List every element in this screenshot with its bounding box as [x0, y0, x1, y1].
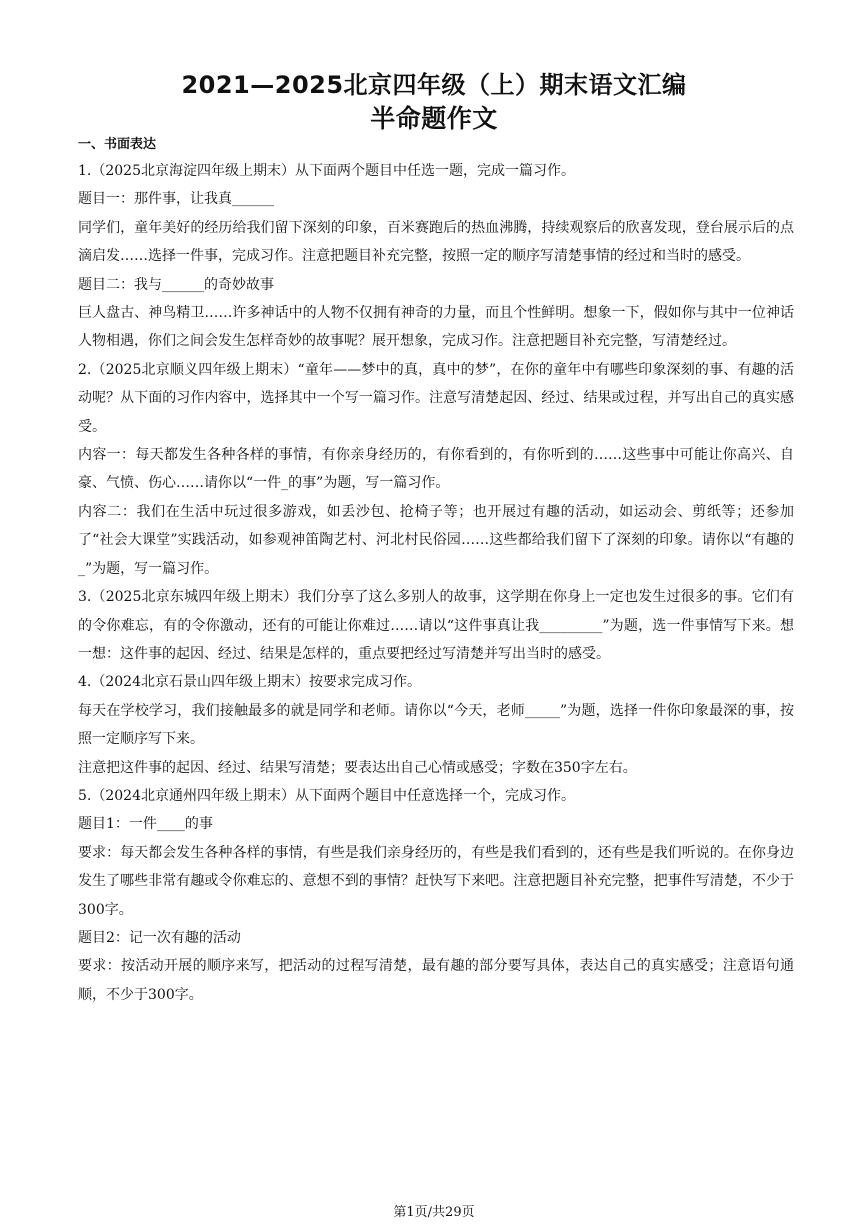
section-heading: 一、书面表达 — [78, 137, 157, 152]
paragraph: 5.（2024北京通州四年级上期末）从下面两个题目中任意选择一个，完成习作。 — [78, 787, 575, 804]
paragraph: 1.（2025北京海淀四年级上期末）从下面两个题目中任选一题，完成一篇习作。 — [78, 163, 575, 179]
paragraph: 题目二：我与______的奇妙故事 — [78, 276, 274, 293]
paragraph: 每天在学校学习，我们接触最多的就是同学和老师。请你以“今天，老师_____”为题，选择一件你印象最深的事，按照一定顺序写下来。 — [78, 702, 794, 748]
paragraph: 要求：每天都会发生各种各样的事情，有些是我们亲身经历的，有些是我们看到的，还有些是我们听说的。在你身边发生了哪些非常有趣或令你难忘的、意想不到的事情？赶快写下来吧。注意把题目补充完整，把事件写清楚，不少于300字。 — [78, 844, 794, 918]
document-title: 2021—2025北京四年级（上）期末语文汇编 — [181, 71, 687, 99]
paragraph: 要求：按活动开展的顺序来写，把活动的过程写清楚，最有趣的部分要写具体，表达自己的真实感受；注意语句通顺，不少于300字。 — [78, 958, 794, 1003]
paragraph: 同学们，童年美好的经历给我们留下深刻的印象，百米赛跑后的热血沸腾，持续观察后的欣喜发现，登台展示后的点滴启发……选择一件事，完成习作。注意把题目补充完整，按照一定的顺序写清楚事情的经过和当时的感受。 — [78, 219, 794, 265]
paragraph: 3.（2025北京东城四年级上期末）我们分享了这么多别人的故事，这学期在你身上一定也发生过很多的事。它们有的令你难忘，有的令你激动，还有的可能让你难过……请以“这件事真让我_________”为题，选一件事情写下来。想一想：这件事的起因、经过、结果是怎样的，重点要把经过写清楚并写出当时的感受。 — [78, 589, 794, 662]
paragraph: 题目2：记一次有趣的活动 — [78, 929, 241, 946]
paragraph: 题目一：那件事，让我真______ — [78, 191, 274, 208]
page-number: 第1页/共29页 — [393, 1205, 475, 1220]
paragraph: 注意把这件事的起因、经过、结果写清楚；要表达出自己心情或感受；字数在350字左右。 — [78, 759, 637, 776]
paragraph: 2.（2025北京顺义四年级上期末）“童年——梦中的真，真中的梦”，在你的童年中有哪些印象深刻的事、有趣的活动呢？从下面的习作内容中，选择其中一个写一篇习作。注意写清楚起因、经过、结果或过程，并写出自己的真实感受。 — [78, 361, 794, 435]
document-subtitle: 半命题作文 — [370, 104, 498, 133]
paragraph: 内容一：每天都发生各种各样的事情，有你亲身经历的，有你看到的，有你听到的……这些事中可能让你高兴、自豪、气愤、伤心……请你以“一件_的事”为题，写一篇习作。 — [78, 447, 794, 492]
paragraph: 内容二：我们在生活中玩过很多游戏，如丢沙包、抢椅子等；也开展过有趣的活动，如运动会、剪纸等；还参加了“社会大课堂”实践活动，如参观神笛陶艺村、河北村民俗园……这些都给我们留下了深刻的印象。请你以“有趣的_”为题，写一篇习作。 — [78, 503, 794, 577]
document-body — [78, 137, 794, 1009]
paragraph: 题目1：一件____的事 — [78, 816, 213, 833]
paragraph: 4.（2024北京石景山四年级上期末）按要求完成习作。 — [78, 674, 421, 691]
paragraph: 巨人盘古、神鸟精卫……许多神话中的人物不仅拥有神奇的力量，而且个性鲜明。想象一下，假如你与其中一位神话人物相遇，你们之间会发生怎样奇妙的故事呢？展开想象，完成习作。注意把题目补充完整，写清楚经过。 — [78, 305, 794, 350]
